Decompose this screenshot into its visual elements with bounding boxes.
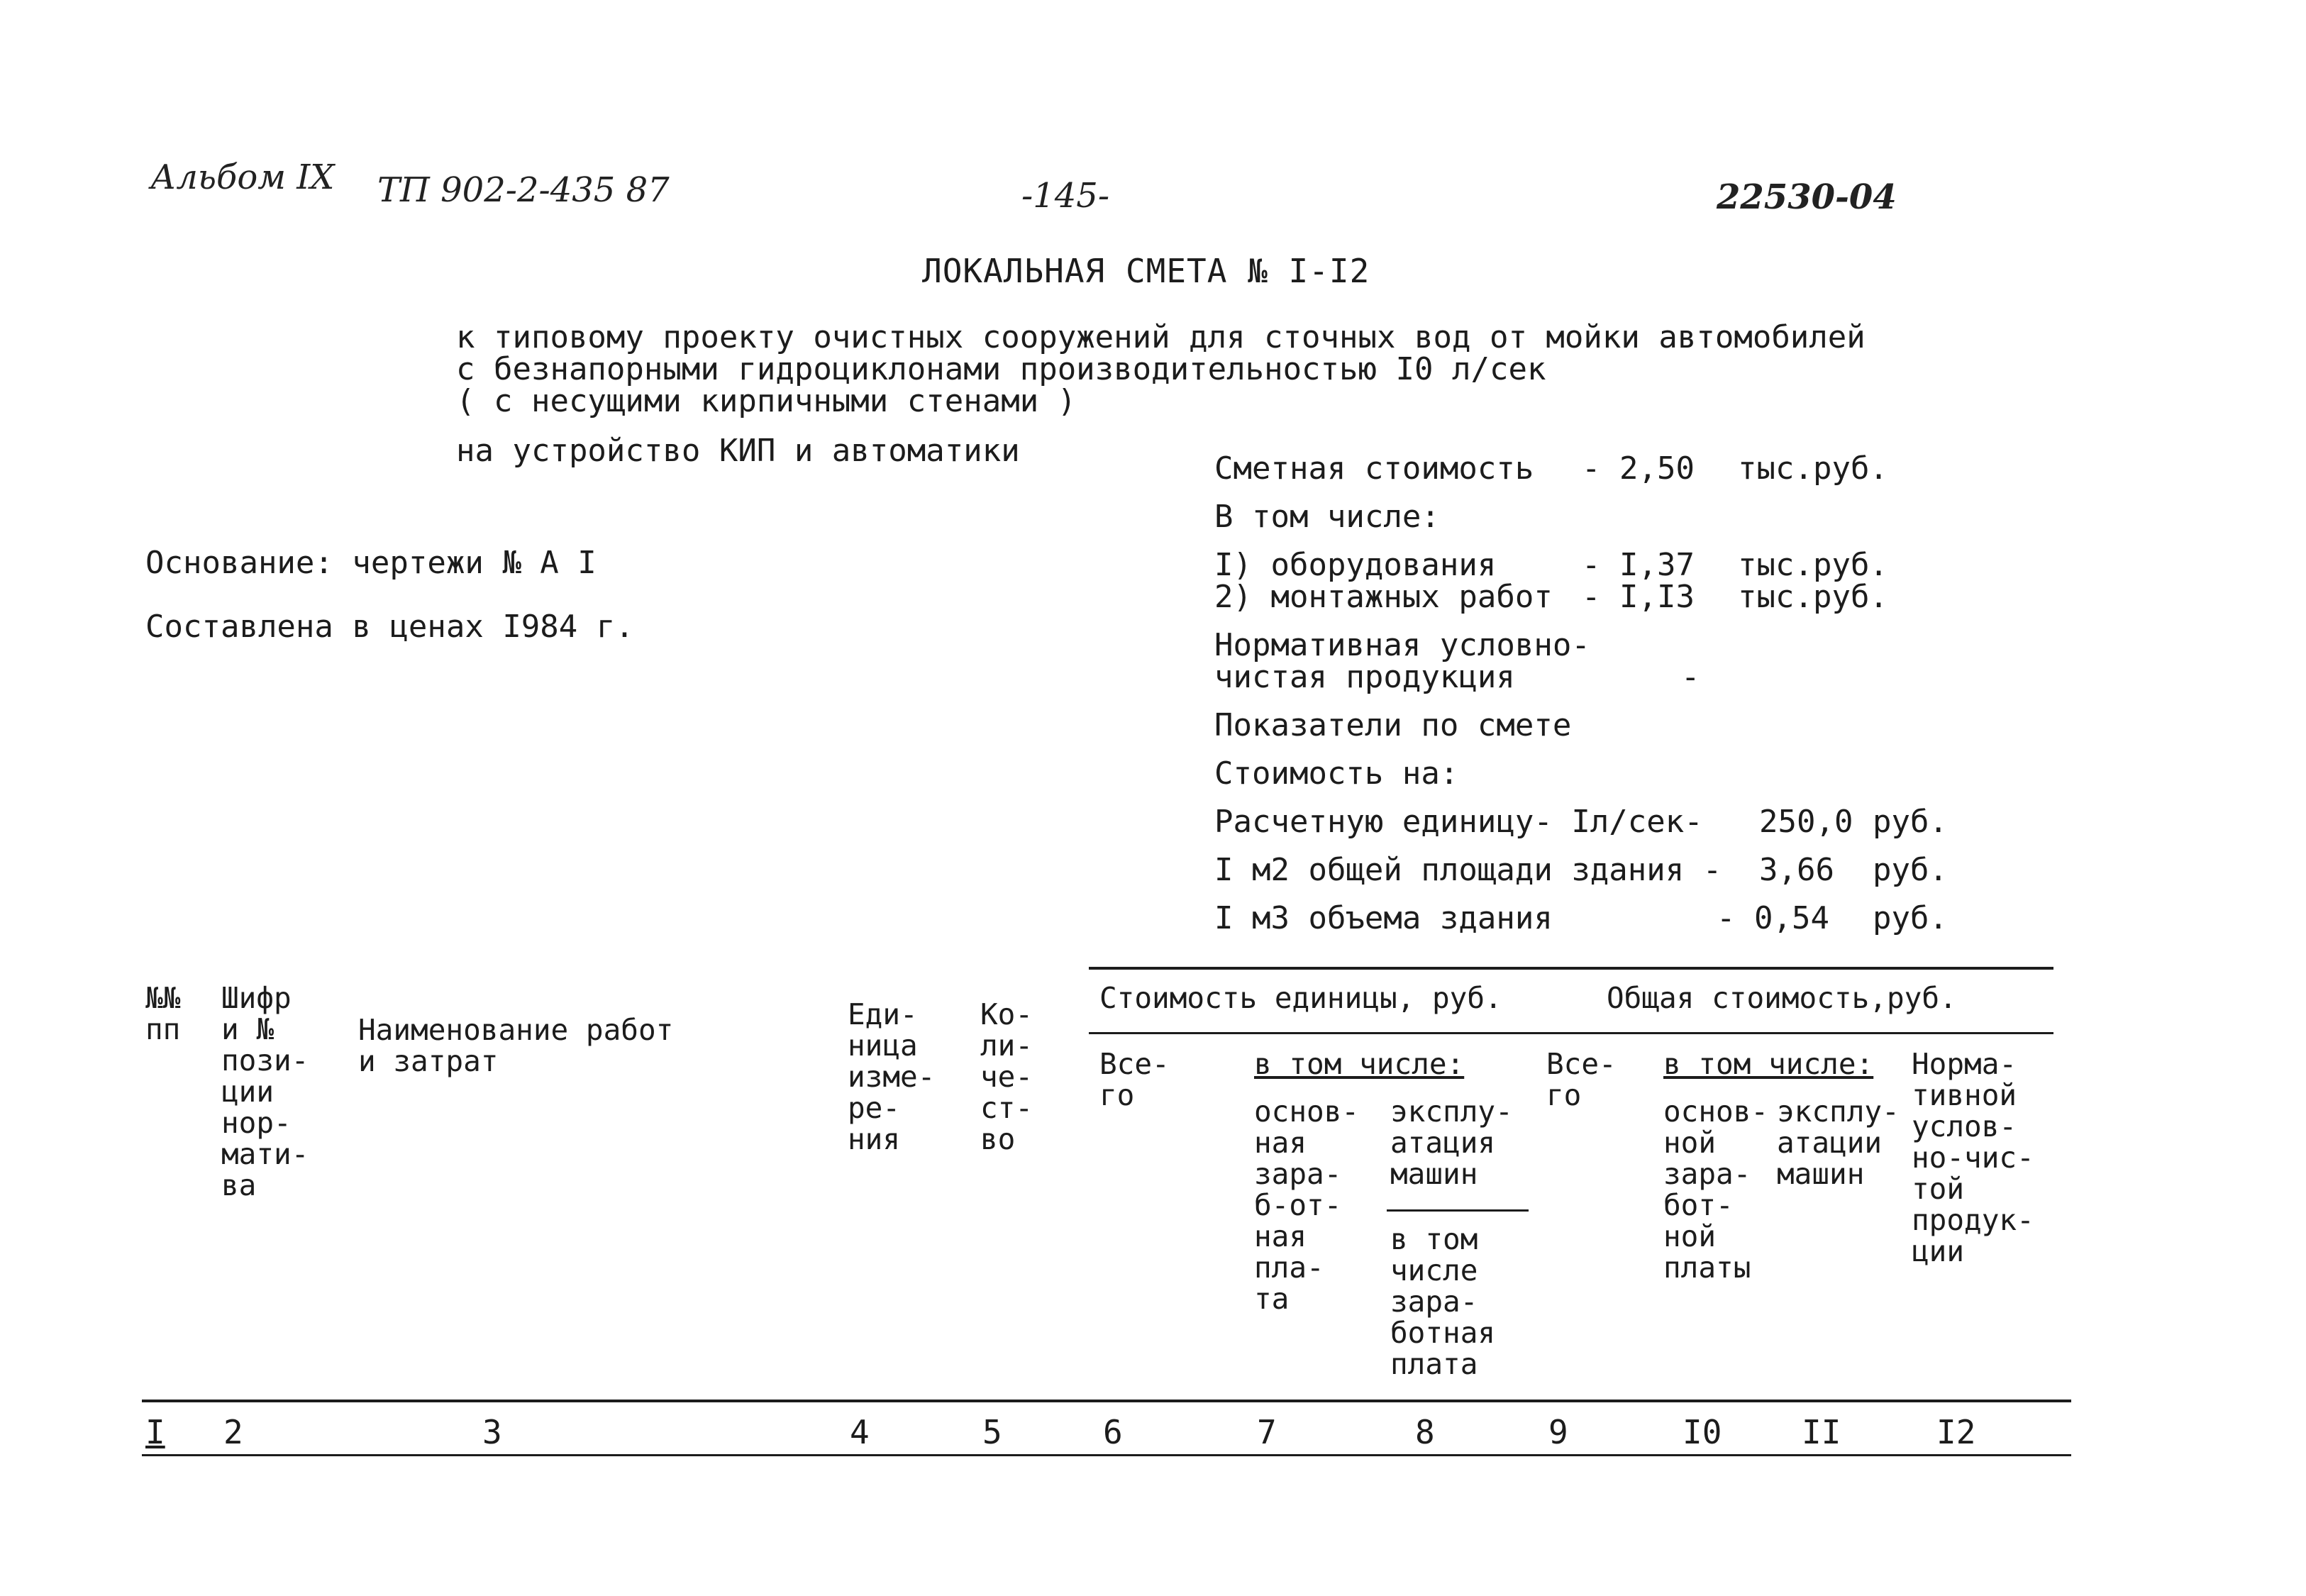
column-number: I0 bbox=[1683, 1413, 1722, 1451]
volume-cost-unit: руб. bbox=[1873, 900, 1948, 936]
normative-value: - bbox=[1681, 659, 1700, 695]
column-number: 5 bbox=[982, 1413, 1002, 1451]
unit-cost-unit: руб. bbox=[1873, 804, 1948, 840]
numbers-rule bbox=[142, 1454, 2071, 1456]
install-value: - I,I3 bbox=[1582, 579, 1695, 615]
col-header-code: Шифр и № пози- ции нор- мати- ва bbox=[221, 981, 309, 1202]
equipment-unit: тыс.руб. bbox=[1738, 547, 1888, 583]
column-number: I bbox=[145, 1413, 165, 1451]
header-bottom-rule bbox=[142, 1400, 2071, 1402]
page-number: -145- bbox=[1021, 176, 1110, 216]
col-header-machine-operation: эксплу- атация машин bbox=[1390, 1095, 1513, 1191]
subtitle-line-1: к типовому проекту очистных сооружений для сточных вод от мойки автомобилей bbox=[456, 319, 1866, 355]
area-cost-label: I м2 общей площади здания - bbox=[1214, 852, 1722, 888]
col-header-overall-machines: эксплу- атации машин bbox=[1777, 1095, 1900, 1191]
area-cost-unit: руб. bbox=[1873, 852, 1948, 888]
col-header-overall-including: в том числе: bbox=[1663, 1047, 1874, 1081]
volume-cost-value: - 0,54 bbox=[1717, 900, 1829, 936]
area-cost-value: 3,66 bbox=[1759, 852, 1834, 888]
column-number: 4 bbox=[850, 1413, 870, 1451]
column-number: 2 bbox=[223, 1413, 243, 1451]
volume-cost-label: I м3 объема здания bbox=[1214, 900, 1553, 936]
col-header-unit-total: Все- го bbox=[1099, 1047, 1170, 1112]
col-header-overall-base-salary: основ- ной зара- бот- ной платы bbox=[1663, 1095, 1769, 1285]
basis-line: Основание: чертежи № А I bbox=[145, 545, 597, 581]
column-number: I2 bbox=[1936, 1413, 1976, 1451]
project-code: ТП 902-2-435 87 bbox=[377, 170, 670, 210]
subtitle-line-3: ( с несущими кирпичными стенами ) bbox=[456, 383, 1077, 419]
col-header-normative-product: Норма- тивной услов- но-чис- той продук- ции bbox=[1912, 1047, 2034, 1268]
purpose-line: на устройство КИП и автоматики bbox=[456, 433, 1020, 469]
document-code: 22530-04 bbox=[1717, 177, 1897, 217]
prices-line: Составлена в ценах I984 г. bbox=[145, 609, 634, 645]
install-unit: тыс.руб. bbox=[1738, 579, 1888, 615]
col-header-quantity: Ко- ли- че- ст- во bbox=[980, 997, 1033, 1156]
equipment-value: - I,37 bbox=[1582, 547, 1695, 583]
column-number: 8 bbox=[1415, 1413, 1435, 1451]
col-header-overall-total: Все- го bbox=[1546, 1047, 1617, 1112]
unit-cost-value: 250,0 bbox=[1759, 804, 1853, 840]
album-label: Альбом IX bbox=[150, 157, 335, 197]
including-label: В том числе: bbox=[1214, 499, 1440, 535]
group-rule bbox=[1089, 1032, 2053, 1034]
column-number: 3 bbox=[482, 1413, 502, 1451]
col-header-unit-including: в том числе: bbox=[1254, 1047, 1465, 1081]
col-header-unit: Еди- ница изме- ре- ния bbox=[848, 997, 936, 1156]
table-top-rule bbox=[1089, 967, 2053, 970]
total-cost-value: - 2,50 bbox=[1582, 450, 1695, 487]
total-cost-label: Сметная стоимость bbox=[1214, 450, 1534, 487]
install-label: 2) монтажных работ bbox=[1214, 579, 1553, 615]
indicators-label: Показатели по смете bbox=[1214, 707, 1572, 743]
col-header-number: №№ пп bbox=[145, 981, 181, 1046]
col-header-name: Наименование работ и затрат bbox=[358, 1013, 674, 1078]
page-title: ЛОКАЛЬНАЯ СМЕТА № I-I2 bbox=[922, 252, 1370, 290]
normative-label-2: чистая продукция bbox=[1214, 659, 1515, 695]
subtitle-line-2: с безнапорными гидроциклонами производительностью I0 л/сек bbox=[456, 351, 1546, 387]
unit-cost-label: Расчетную единицу- Iл/сек- bbox=[1214, 804, 1703, 840]
cost-for-label: Стоимость на: bbox=[1214, 755, 1459, 792]
normative-label-1: Нормативная условно- bbox=[1214, 627, 1590, 663]
column-number: 9 bbox=[1548, 1413, 1568, 1451]
col-header-machine-salary: в том числе зара- ботная плата bbox=[1390, 1222, 1496, 1381]
col-header-base-salary: основ- ная зара- б-от- ная пла- та bbox=[1254, 1095, 1360, 1316]
sub-rule bbox=[1387, 1209, 1529, 1212]
total-cost-group-header: Общая стоимость,руб. bbox=[1607, 981, 1957, 1015]
equipment-label: I) оборудования bbox=[1214, 547, 1497, 583]
total-cost-unit: тыс.руб. bbox=[1738, 450, 1888, 487]
column-number: 6 bbox=[1103, 1413, 1123, 1451]
unit-cost-group-header: Стоимость единицы, руб. bbox=[1099, 981, 1502, 1015]
column-number: 7 bbox=[1257, 1413, 1277, 1451]
column-number: II bbox=[1802, 1413, 1841, 1451]
